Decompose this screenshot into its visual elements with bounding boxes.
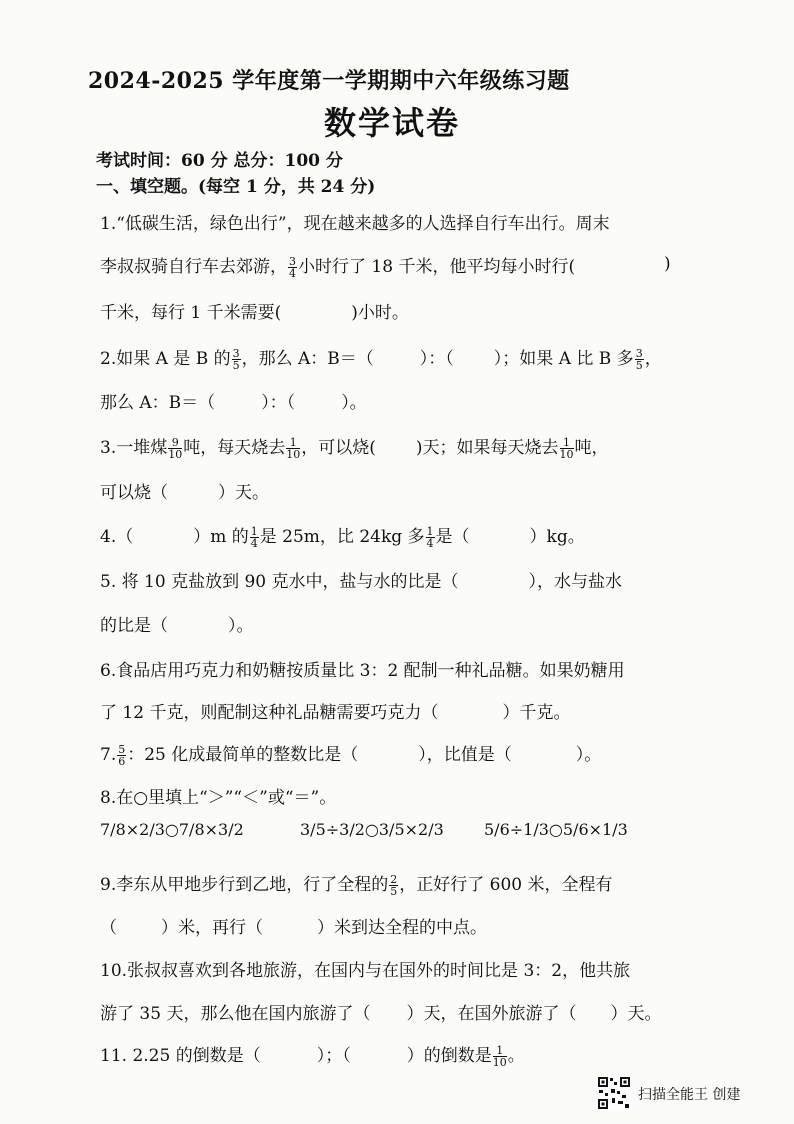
q7-text: 7.: [100, 745, 117, 765]
question-8: 8.在○里填上“＞”“＜”或“＝”。: [100, 788, 337, 808]
q11-text: 11. 2.25 的倒数是（: [100, 1046, 261, 1066]
q4-text-5: ）kg。: [529, 527, 585, 547]
question-1-line-2: [100, 252, 575, 279]
question-3-line-1: [100, 433, 609, 460]
section-heading: 一、填空题。(每空 1 分，共 24 分): [96, 177, 376, 197]
q4-text-3: 是 25m，比 24kg 多: [259, 527, 425, 547]
question-6-line-1: 6.食品店用巧克力和奶糖按质量比 3：2 配制一种礼品糖。如果奶糖用: [100, 661, 625, 681]
q4-text: 4.（: [100, 527, 134, 547]
question-4: [100, 522, 585, 549]
q5-text-2: ），水与盐水: [528, 572, 623, 592]
q3-text-2: 吨，每天烧去: [183, 438, 286, 458]
q1-blank-close: ): [664, 254, 671, 274]
q6-text-2: ）千克。: [502, 703, 571, 723]
question-1-line-1: 1.“低碳生活，绿色出行”，现在越来越多的人选择自行车出行。周末: [100, 214, 610, 234]
q3-text: 3.一堆煤: [100, 438, 168, 458]
q2-text: 2.如果 A 是 B 的: [100, 349, 231, 369]
q8-comparison-3: 5/6÷1/3○5/6×1/3: [484, 820, 628, 839]
q1-text: 李叔叔骑自行车去郊游，: [100, 257, 287, 277]
q3-fraction-3: $\frac{1}{10}$: [559, 436, 574, 461]
q2-fraction: $\frac{3}{5}$: [232, 347, 240, 372]
q2-text-3: ）：（: [419, 349, 454, 369]
q3-text-4: )天；如果每天烧去: [415, 438, 559, 458]
q1-text-3: 千米，每行 1 千米需要(: [100, 303, 282, 323]
q3-text-7: ）天。: [218, 483, 269, 503]
q3-fraction-1: $\frac{9}{10}$: [168, 436, 183, 461]
q3-text-3: ，可以烧(: [301, 438, 376, 458]
question-1-line-3: [100, 298, 409, 323]
q9-text-3: （: [100, 918, 117, 938]
q11-text-4: 。: [507, 1046, 525, 1066]
question-5-line-1: [100, 567, 622, 592]
q7-text-3: ），比值是（: [418, 745, 512, 765]
question-5-line-2: [100, 611, 254, 636]
q2-text-4: ）；如果 A 比 B 多: [493, 349, 634, 369]
q7-text-2: ：25 化成最简单的整数比是（: [127, 745, 359, 765]
q5-text: 5. 将 10 克盐放到 90 克水中，盐与水的比是（: [100, 572, 459, 592]
exam-info: 考试时间：60 分 总分：100 分: [96, 151, 343, 171]
q2-text-6: 那么 A：B＝（: [100, 393, 216, 413]
q2-fraction-2: $\frac{3}{5}$: [635, 347, 643, 372]
q11-text-3: ）的倒数是: [406, 1046, 492, 1066]
q8-comparison-2: 3/5÷3/2○3/5×2/3: [300, 820, 444, 839]
scanner-watermark: 扫描全能王 创建: [638, 1087, 741, 1103]
q4-text-2: ）m 的: [193, 527, 249, 547]
q7-text-4: ）。: [575, 745, 602, 765]
q11-text-2: ）；（: [316, 1046, 351, 1066]
question-2-line-2: [100, 388, 367, 413]
question-6-line-2: [100, 698, 570, 723]
q9-text-2: ，正好行了 600 米，全程有: [399, 875, 613, 895]
q5-text-4: ）。: [228, 616, 254, 636]
q4-text-4: 是（: [435, 527, 470, 547]
question-7: [100, 740, 601, 767]
question-10-line-1: 10.张叔叔喜欢到各地旅游，在国内与在国外的时间比是 3：2，他共旅: [100, 961, 631, 981]
q2-text-8: ）。: [341, 393, 367, 413]
q2-text-7: ）：（: [261, 393, 296, 413]
q2-text-2: ，那么 A：B＝（: [241, 349, 374, 369]
q4-fraction-2: $\frac{1}{4}$: [426, 525, 434, 550]
question-9-line-1: [100, 870, 613, 897]
q3-fraction-2: $\frac{1}{10}$: [286, 436, 301, 461]
q9-text-5: ）米到达全程的中点。: [317, 918, 487, 938]
q1-text-4: )小时。: [351, 303, 409, 323]
q11-fraction: $\frac{1}{10}$: [492, 1044, 507, 1069]
question-11: [100, 1041, 525, 1068]
q9-text: 9.李东从甲地步行到乙地，行了全程的: [100, 875, 389, 895]
q1-text-2: 小时行了 18 千米，他平均每小时行(: [298, 257, 576, 277]
q8-comparison-1: 7/8×2/3○7/8×3/2: [100, 820, 244, 839]
q10-text: 游了 35 天，那么他在国内旅游了（: [100, 1004, 371, 1024]
exam-subtitle: 数学试卷: [324, 104, 461, 142]
q3-text-6: 可以烧（: [100, 483, 168, 503]
question-10-line-2: [100, 999, 661, 1024]
q3-text-5: 吨，: [574, 438, 609, 458]
q2-text-5: ，: [644, 349, 662, 369]
question-3-line-2: [100, 478, 269, 503]
q6-text: 了 12 千克，则配制这种礼品糖需要巧克力（: [100, 703, 439, 723]
q10-text-3: ）天。: [610, 1004, 662, 1024]
qr-code-icon: [597, 1076, 631, 1114]
q9-fraction: $\frac{2}{5}$: [390, 873, 398, 898]
q4-fraction-1: $\frac{1}{4}$: [250, 525, 258, 550]
question-9-line-2: [100, 913, 487, 938]
q10-text-2: ）天，在国外旅游了（: [406, 1004, 577, 1024]
q5-text-3: 的比是（: [100, 616, 168, 636]
q1-fraction: $\frac{3}{4}$: [289, 255, 296, 280]
exam-title: 2024-2025 学年度第一学期期中六年级练习题: [88, 68, 570, 94]
q7-fraction: $\frac{5}{6}$: [118, 743, 126, 768]
q9-text-4: ）米，再行（: [161, 918, 263, 938]
question-2-line-1: [100, 344, 662, 371]
